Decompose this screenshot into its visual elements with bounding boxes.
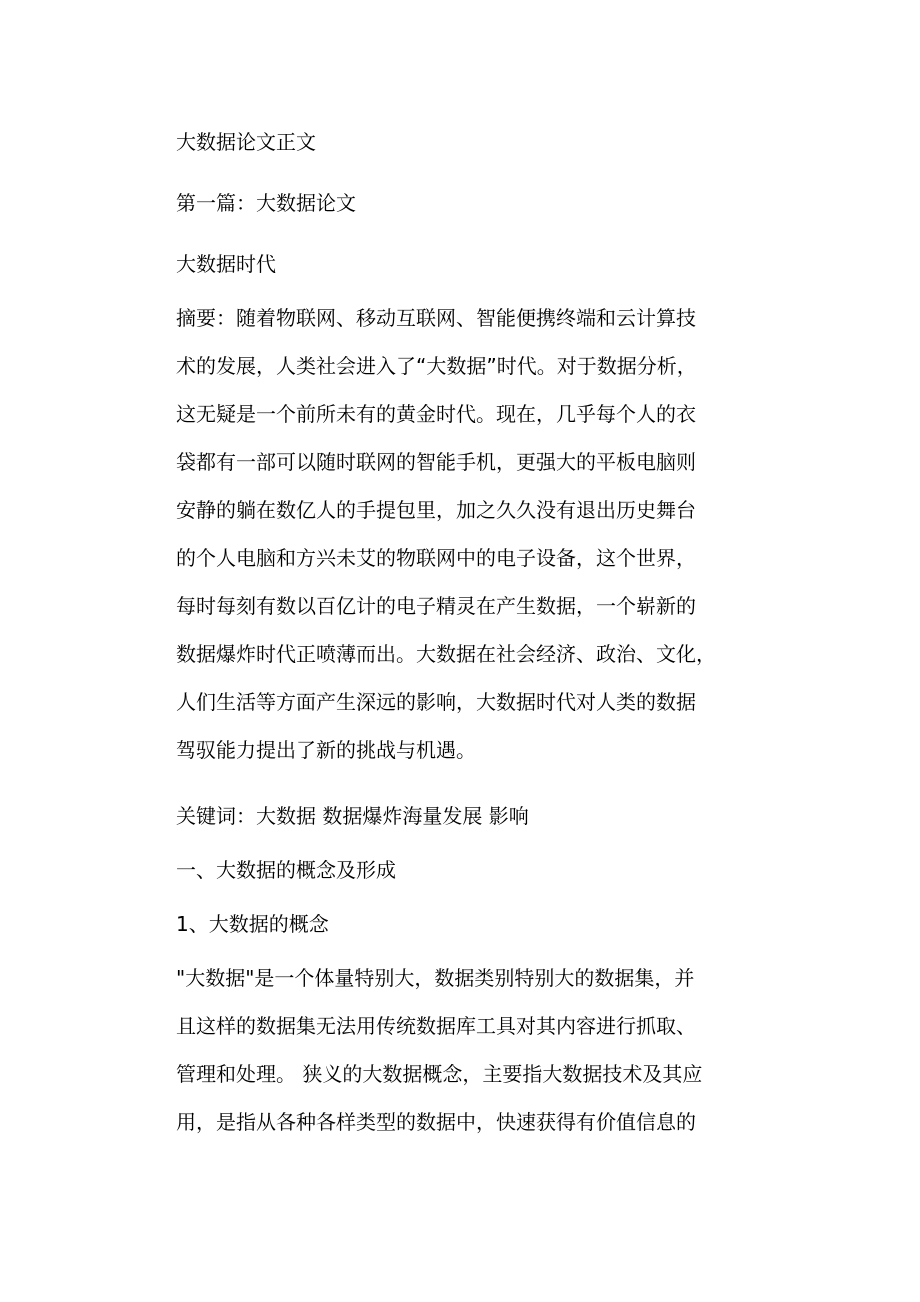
document-content	[176, 130, 766, 1146]
chapter-heading: 第一篇：大数据论文	[176, 191, 356, 215]
body-paragraph	[176, 954, 766, 1146]
abstract-paragraph	[176, 294, 766, 774]
body-line: "大数据"是一个体量特别大，数据类别特别大的数据集，并	[176, 966, 695, 990]
abstract-line: 袋都有一部可以随时联网的智能手机，更强大的平板电脑则	[176, 450, 696, 474]
abstract-line: 安静的躺在数亿人的手提包里，加之久久没有退出历史舞台	[176, 498, 696, 522]
abstract-line: 每时每刻有数以百亿计的电子精灵在产生数据，一个崭新的	[176, 594, 696, 618]
body-line: 且这样的数据集无法用传统数据库工具对其内容进行抓取、	[176, 1014, 696, 1038]
subtitle: 大数据时代	[176, 252, 276, 276]
abstract-line: 数据爆炸时代正喷薄而出。大数据在社会经济、政治、文化，	[176, 642, 716, 666]
abstract-line: 这无疑是一个前所未有的黄金时代。现在，几乎每个人的衣	[176, 402, 696, 426]
abstract-line: 人们生活等方面产生深远的影响，大数据时代对人类的数据	[176, 690, 696, 714]
body-line: 管理和处理。 狭义的大数据概念，主要指大数据技术及其应	[176, 1062, 703, 1086]
document-title: 大数据论文正文	[176, 130, 316, 154]
abstract-line: 的个人电脑和方兴未艾的物联网中的电子设备，这个世界，	[176, 546, 696, 570]
abstract-line: 驾驭能力提出了新的挑战与机遇。	[176, 738, 476, 762]
section-heading-1: 一、大数据的概念及形成	[176, 858, 396, 882]
abstract-line: 术的发展，人类社会进入了“大数据”时代。对于数据分析，	[176, 354, 697, 378]
body-line: 用，是指从各种各样类型的数据中，快速获得有价值信息的	[176, 1110, 696, 1134]
keywords: 关键词：大数据 数据爆炸海量发展 影响	[176, 804, 529, 828]
abstract-line: 摘要：随着物联网、移动互联网、智能便携终端和云计算技	[176, 306, 696, 330]
subsection-heading-1-1: 1、大数据的概念	[176, 912, 329, 936]
